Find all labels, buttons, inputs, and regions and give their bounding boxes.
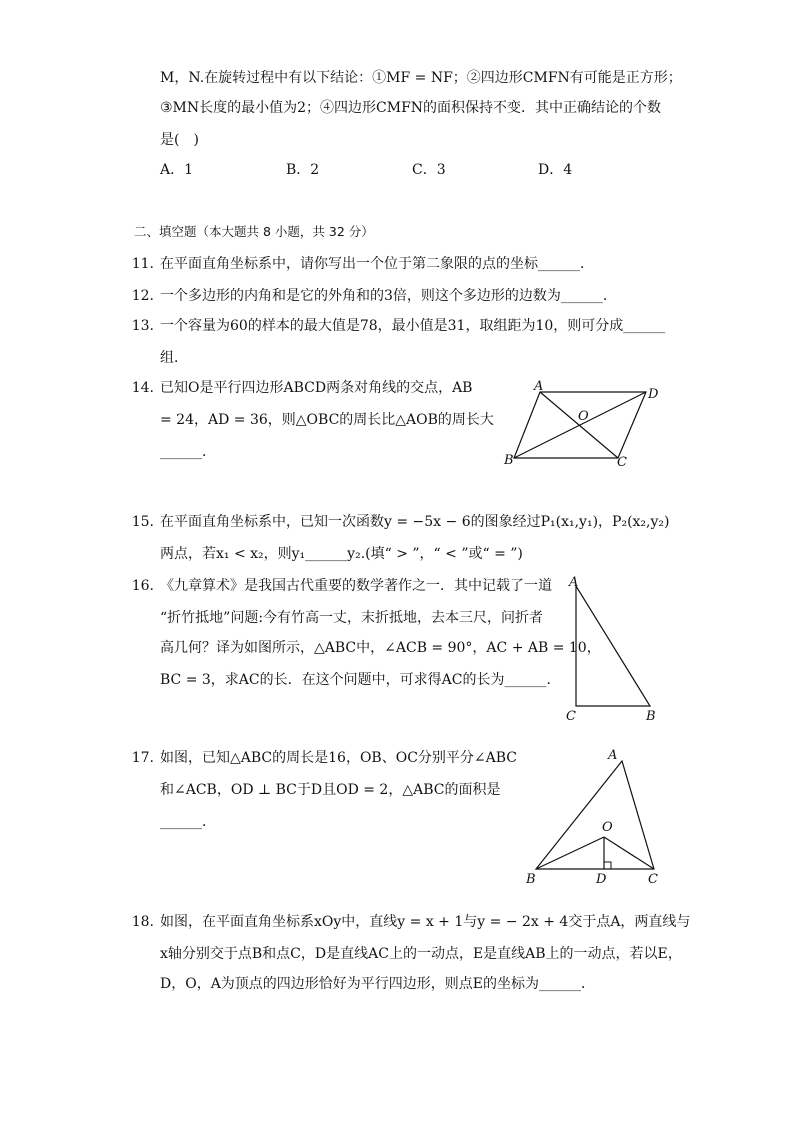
label-o: O — [602, 820, 613, 835]
label-c: C — [617, 455, 627, 468]
question-text: 已知O是平行四边形ABCD两条对角线的交点，AB — [160, 380, 473, 396]
label-d: D — [648, 387, 659, 402]
question-number: 17. — [131, 750, 154, 766]
question-text: 在平面直角坐标系中，已知一次函数y = −5x − 6的图象经过P₁(x₁,y₁)，P₂(x₂,y₂) — [160, 514, 670, 530]
question-text: 组． — [160, 350, 188, 366]
q10-option-d: D．4 — [538, 162, 573, 178]
question-text: 和∠ACB，OD ⊥ BC于D且OD = 2，△ABC的面积是 — [160, 782, 501, 798]
question-text: 在平面直角坐标系中，请你写出一个位于第二象限的点的坐标______． — [160, 256, 594, 272]
question-text: = 24，AD = 36，则△OBC的周长比△AOB的周长大 — [160, 412, 494, 428]
question-text: 如图，在平面直角坐标系xOy中，直线y = x + 1与y = − 2x + 4交于点A，两直线与 — [160, 914, 691, 930]
label-c: C — [648, 872, 658, 887]
question-text: 如图，已知△ABC的周长是16，OB、OC分别平分∠ABC — [160, 750, 518, 766]
question-text: 高几何？译为如图所示，△ABC中，∠ACB = 90°，AC + AB = 10， — [160, 640, 601, 656]
label-a: A — [569, 575, 579, 590]
question-text: 一个容量为60的样本的最大值是78，最小值是31，取组距为10，则可分成______ — [160, 318, 666, 334]
question-text: “折竹抵地”问题:今有竹高一丈，末折抵地，去本三尺，问折者 — [160, 610, 544, 626]
q10-line-1: M，N.在旋转过程中有以下结论：①MF = NF；②四边形CMFN有可能是正方形； — [160, 70, 682, 86]
question-text: BC = 3，求AC的长．在这个问题中，可求得AC的长为______． — [160, 672, 561, 688]
question-text: ______． — [160, 814, 216, 830]
question-number: 11. — [131, 256, 154, 272]
question-text: x轴分别交于点B和点C，D是直线AC上的一动点，E是直线AB上的一动点，若以E， — [160, 946, 682, 962]
section-title: 二、填空题（本大题共 8 小题，共 32 分） — [134, 224, 374, 239]
label-d: D — [596, 872, 607, 887]
q10-line-2: ③MN长度的最小值为2；④四边形CMFN的面积保持不变．其中正确结论的个数 — [160, 100, 662, 116]
label-b: B — [526, 872, 536, 887]
parallelogram-figure — [500, 378, 670, 468]
label-o: O — [578, 409, 589, 424]
question-number: 15. — [131, 514, 154, 530]
q10-option-b: B．2 — [286, 162, 320, 178]
question-text: ______． — [160, 444, 216, 460]
question-number: 14. — [131, 380, 154, 396]
question-text: 一个多边形的内角和是它的外角和的3倍，则这个多边形的边数为______． — [160, 288, 617, 304]
label-a: A — [608, 748, 618, 763]
label-b: B — [504, 453, 514, 468]
q10-option-c: C．3 — [412, 162, 446, 178]
label-a: A — [534, 379, 544, 394]
q10-line-3: 是( ) — [160, 132, 199, 148]
label-c: C — [566, 709, 576, 724]
question-number: 13. — [131, 318, 154, 334]
q10-option-a: A．1 — [160, 162, 194, 178]
question-number: 12. — [131, 288, 154, 304]
right-triangle-figure — [562, 574, 672, 724]
question-text: 《九章算术》是我国古代重要的数学著作之一．其中记载了一道 — [160, 578, 552, 594]
triangle-incenter-figure — [522, 745, 672, 890]
question-number: 16. — [131, 578, 154, 594]
label-b: B — [646, 709, 656, 724]
question-text: 两点，若x₁ < x₂，则y₁______y₂.(填“ > ”，“ < ”或“ = ”) — [160, 546, 523, 562]
question-text: D，O，A为顶点的四边形恰好为平行四边形，则点E的坐标为______． — [160, 976, 596, 992]
question-number: 18. — [131, 914, 154, 930]
